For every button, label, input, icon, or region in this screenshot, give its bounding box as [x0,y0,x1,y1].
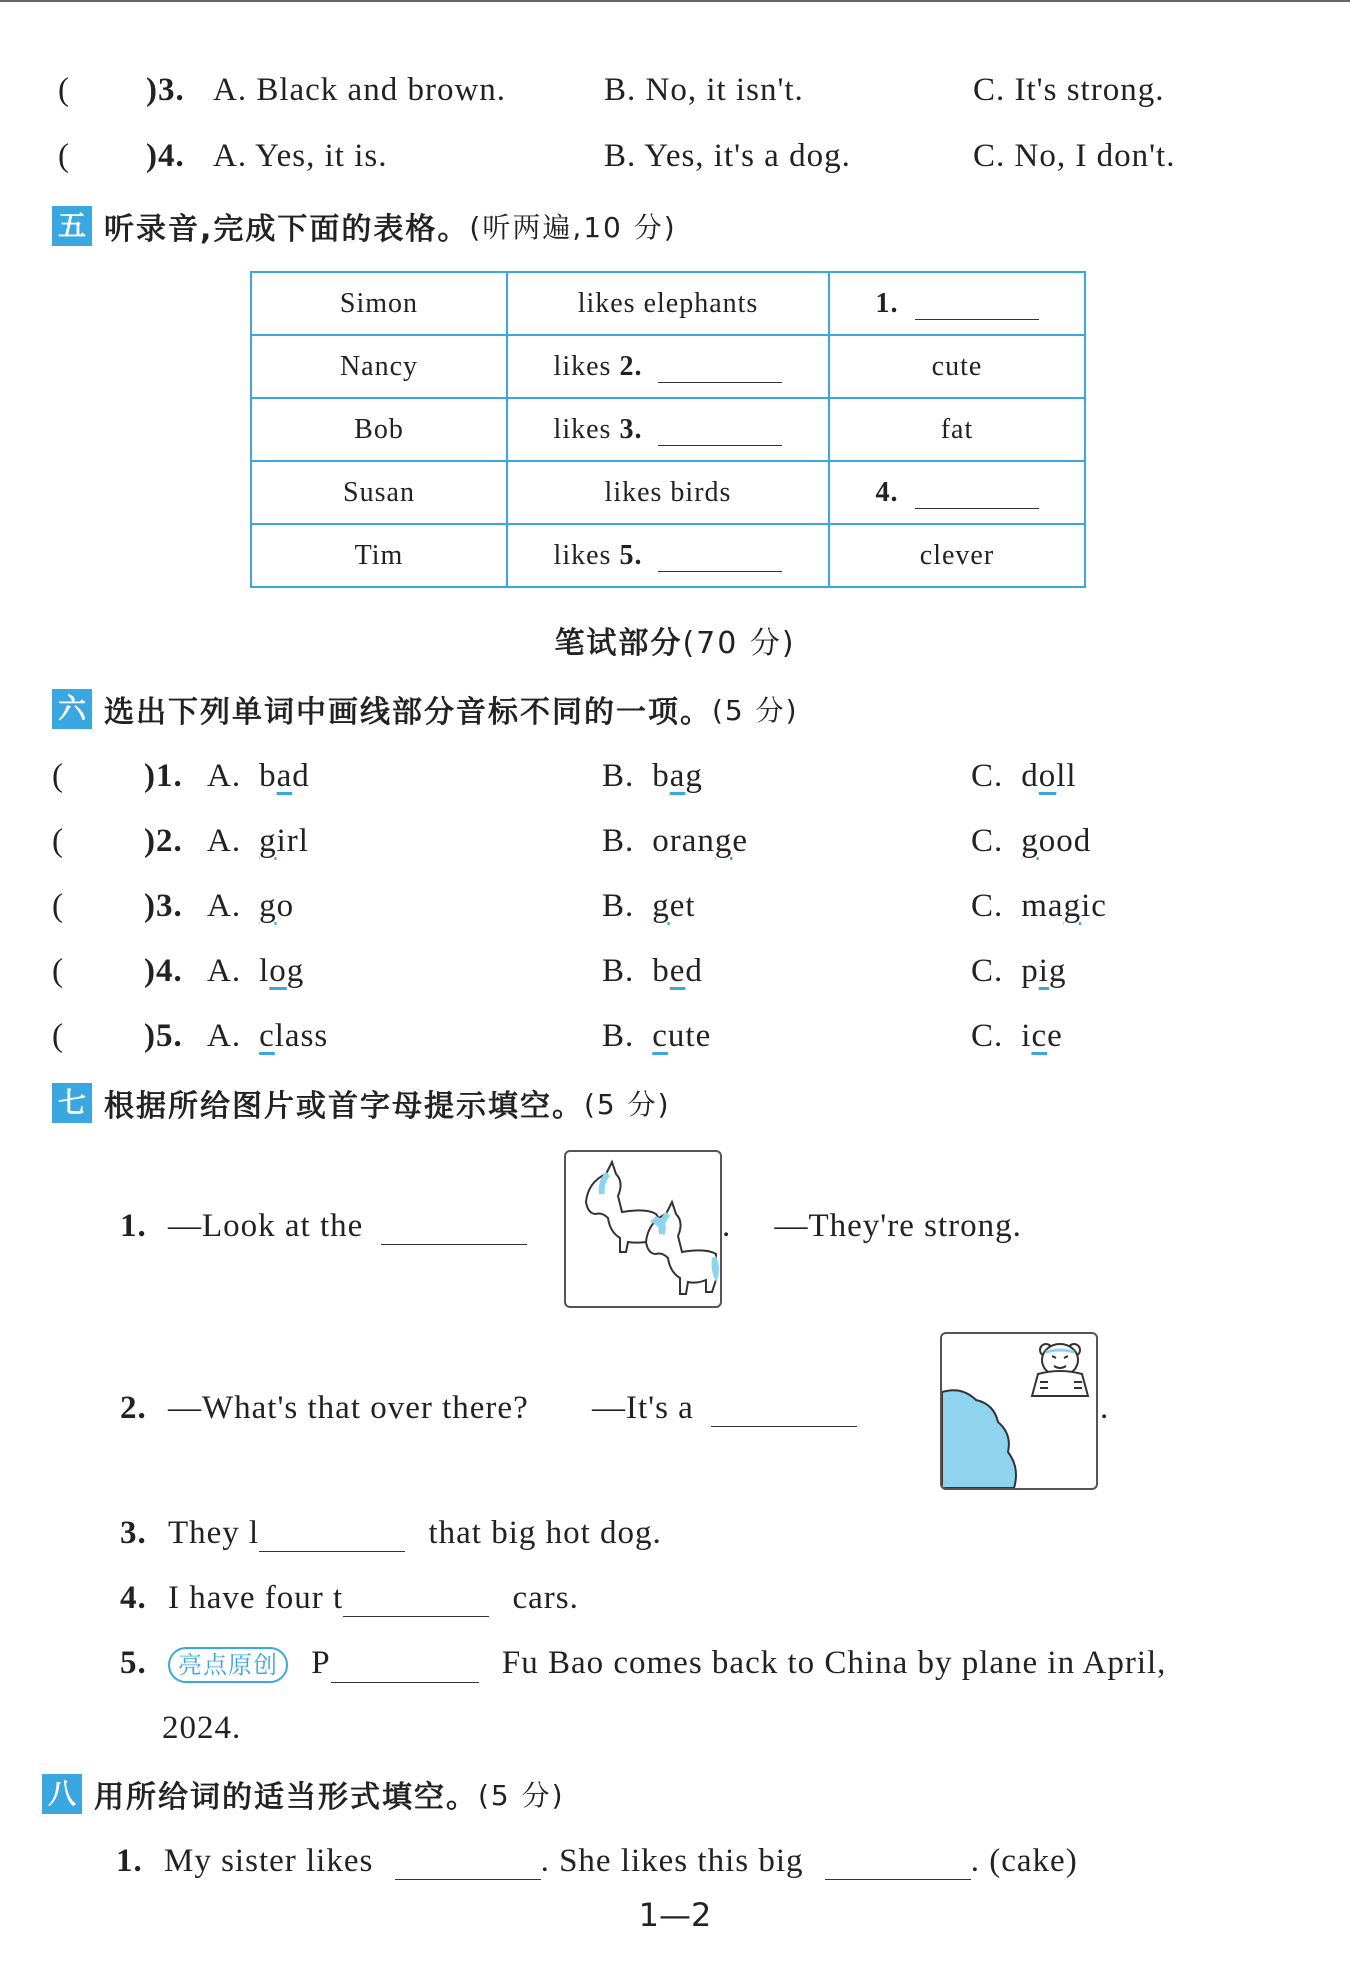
section-points: (5 分) [584,1088,671,1121]
option-c [971,823,1091,860]
word-part: e [732,823,749,859]
option-letter: C. [971,758,1004,794]
question-text-mid: . She likes this big [540,1843,804,1879]
option-letter: B. [602,1018,635,1054]
word-part: oran [652,823,715,859]
underlined-part: g [1063,888,1082,924]
written-part-title [0,618,1350,662]
question-number: )3. [144,888,183,924]
question-row [52,953,1067,990]
tiger-icon [942,1334,1096,1488]
table-cell-name: Nancy [251,335,507,398]
option-letter: B. [602,888,635,924]
answer-blank[interactable] [343,1588,489,1617]
table-cell-adj: cute [829,335,1085,398]
section-badge: 八 [42,1774,82,1814]
word-part: d [1021,758,1039,794]
section-title: 选出下列单词中画线部分音标不同的一项。 [104,695,712,730]
fill-question-5 [120,1645,1166,1683]
response-text: —They're strong. [774,1208,1022,1244]
written-points: (70 分) [682,626,796,661]
question-number: 1. [116,1843,143,1879]
blank-number: 3. [619,413,643,445]
underlined-part: i [1038,953,1049,989]
option-letter: A. [207,888,242,924]
underlined-part: g [652,888,670,924]
underlined-part: c [652,1018,668,1054]
option-letter: C. [971,953,1004,989]
question-text: —What's that over there? [168,1390,529,1426]
section-title: 用所给词的适当形式填空。 [94,1780,478,1815]
question-text-end: cars. [512,1580,579,1616]
section-header-8 [42,1772,565,1816]
question-number: )2. [144,823,183,859]
question-text: My sister likes [164,1843,374,1879]
question-text: They l [168,1515,260,1551]
section-points: (5 分) [478,1779,565,1812]
option-letter: B. [602,953,635,989]
question-number: )4. [146,138,185,174]
underlined-part: o [269,953,287,989]
answer-paren[interactable]: ( [52,823,64,859]
question-row [52,758,1077,795]
option-b [602,823,748,860]
word-part: i [1021,1018,1032,1054]
section-header-6 [52,687,799,731]
question-text-continued: 2024. [162,1710,242,1746]
option-letter: C. [971,888,1004,924]
blank-number: 2. [619,350,643,382]
option-b [602,758,703,795]
answer-blank[interactable] [658,417,782,446]
horses-picture [564,1150,722,1308]
underlined-part: a [276,758,293,794]
option-b: B. Yes, it's a dog. [604,138,851,174]
blank-number: 4. [875,476,899,508]
question-text: P [311,1645,331,1681]
option-b [602,953,703,990]
option-a: A. Yes, it is. [213,138,388,174]
table-cell-name: Simon [251,272,507,335]
table-cell-likes [507,524,829,587]
option-a [207,1018,328,1055]
section-points: (5 分) [712,694,799,727]
question-row [58,138,1176,175]
option-letter: C. [971,823,1004,859]
section-badge: 六 [52,689,92,729]
word-part: d [292,758,310,794]
option-b: B. No, it isn't. [604,72,804,108]
question-number: )1. [144,758,183,794]
table-cell-likes [507,335,829,398]
word-part: ute [667,1018,712,1054]
word-part: g [1048,953,1067,989]
word-part: ic [1081,888,1107,924]
answer-paren[interactable]: ( [52,1018,64,1054]
table-row [251,461,1085,524]
question-number: )3. [146,72,185,108]
word-part: b [259,758,277,794]
answer-paren[interactable]: ( [58,72,70,108]
fill-question-5-line2 [162,1710,241,1747]
answer-blank[interactable] [259,1523,405,1552]
section-header-7 [52,1081,671,1125]
fill-question-2 [120,1390,857,1427]
option-letter: A. [207,953,242,989]
answer-blank[interactable] [381,1216,527,1245]
word-part: et [669,888,696,924]
underlined-part: g [1021,823,1039,859]
blank-number: 5. [619,539,643,571]
underlined-part: a [669,758,686,794]
underlined-part: g [259,823,277,859]
response-text: —It's a [591,1390,694,1426]
table-row [251,398,1085,461]
form-question-1 [116,1843,1078,1880]
table-cell-likes [507,272,829,335]
option-c [971,1018,1063,1055]
question-number: 4. [120,1580,147,1616]
likes-text: likes [553,539,612,571]
word-part: g [286,953,305,989]
answer-blank[interactable] [915,291,1039,320]
answer-blank[interactable] [331,1654,479,1683]
question-number: 5. [120,1645,147,1681]
question-row [52,823,1092,860]
option-c [971,888,1107,925]
table-cell-name: Tim [251,524,507,587]
answer-blank[interactable] [658,354,782,383]
question-text-end: that big hot dog. [428,1515,662,1551]
table-cell-adj [829,272,1085,335]
answer-paren[interactable]: ( [52,888,64,924]
option-letter: B. [602,823,635,859]
answer-blank[interactable] [915,480,1039,509]
option-a [207,758,310,795]
section-title: 根据所给图片或首字母提示填空。 [104,1089,584,1124]
likes-text: likes elephants [577,287,759,319]
table-cell-adj: fat [829,398,1085,461]
option-b [602,888,696,925]
word-part: p [1021,953,1039,989]
underlined-part: c [1031,1018,1048,1054]
word-part: ma [1021,888,1064,924]
table-row [251,335,1085,398]
question-text: —Look at the [168,1208,364,1244]
option-a [207,823,309,860]
section-points: (听两遍,10 分) [469,211,677,244]
section-header-5 [52,204,677,248]
underlined-part: g [259,888,277,924]
answer-blank[interactable] [658,543,782,572]
question-text-end: Fu Bao comes back to China by plane in April, [501,1645,1167,1681]
section-title: 听录音,完成下面的表格。 [104,212,470,247]
likes-text: likes [553,350,612,382]
word-part: b [652,758,670,794]
option-letter: B. [602,758,635,794]
word-part: o [276,888,295,924]
option-a: A. Black and brown. [213,72,507,108]
table-cell-name: Susan [251,461,507,524]
underlined-part: e [669,953,686,989]
answer-blank[interactable] [825,1851,971,1880]
underlined-part: c [259,1018,275,1054]
tiger-picture [940,1332,1098,1490]
question-number: )4. [144,953,183,989]
word-part: d [685,953,703,989]
word-part: irl [276,823,309,859]
sentence-dot: . [1100,1390,1110,1426]
question-number: 3. [120,1515,147,1551]
question-number: )5. [144,1018,183,1054]
fill-question-3 [120,1515,662,1552]
question-number: 1. [120,1208,147,1244]
word-part: b [652,953,670,989]
horse-icon [566,1152,720,1306]
likes-text: likes birds [604,476,732,508]
option-b [602,1018,711,1055]
blank-number: 1. [875,287,899,319]
word-part: l [259,953,270,989]
question-text: I have four t [168,1580,344,1616]
section-badge: 七 [52,1083,92,1123]
table-cell-adj: clever [829,524,1085,587]
answer-blank[interactable] [711,1398,857,1427]
option-a [207,888,294,925]
q2-dot [1100,1390,1109,1427]
option-letter: A. [207,1018,242,1054]
word-part: ll [1056,758,1077,794]
table-cell-adj [829,461,1085,524]
listening-table [250,271,1086,588]
underlined-part: o [1038,758,1057,794]
answer-paren[interactable]: ( [52,758,64,794]
word-part: g [685,758,703,794]
option-c [971,953,1066,990]
answer-paren[interactable]: ( [52,953,64,989]
word-part: lass [274,1018,329,1054]
table-cell-likes [507,461,829,524]
option-letter: C. [971,1018,1004,1054]
section-badge: 五 [52,206,92,246]
word-part: ood [1038,823,1092,859]
table-cell-name: Bob [251,398,507,461]
option-a [207,953,304,990]
option-c: C. It's strong. [973,72,1165,108]
fill-question-1 [120,1208,527,1245]
option-letter: A. [207,823,242,859]
question-row [52,888,1107,925]
question-text-end: . (cake) [970,1843,1078,1879]
table-row [251,272,1085,335]
answer-blank[interactable] [395,1851,541,1880]
question-number: 2. [120,1390,147,1426]
underlined-part: g [714,823,733,859]
table-cell-likes [507,398,829,461]
original-highlight-tag: 亮点原创 [168,1647,288,1683]
fill-question-4 [120,1580,579,1617]
option-c [971,758,1077,795]
question-row [52,1018,1063,1055]
q1-response [722,1208,1022,1245]
page-number: 1—2 [638,1896,712,1934]
question-row [58,72,1165,109]
word-part: e [1047,1018,1063,1054]
table-row [251,524,1085,587]
option-c: C. No, I don't. [973,138,1176,174]
likes-text: likes [553,413,612,445]
option-letter: A. [207,758,242,794]
answer-paren[interactable]: ( [58,138,70,174]
sentence-dot: . [722,1208,732,1244]
written-title: 笔试部分 [554,626,683,661]
top-rule [0,0,1350,2]
